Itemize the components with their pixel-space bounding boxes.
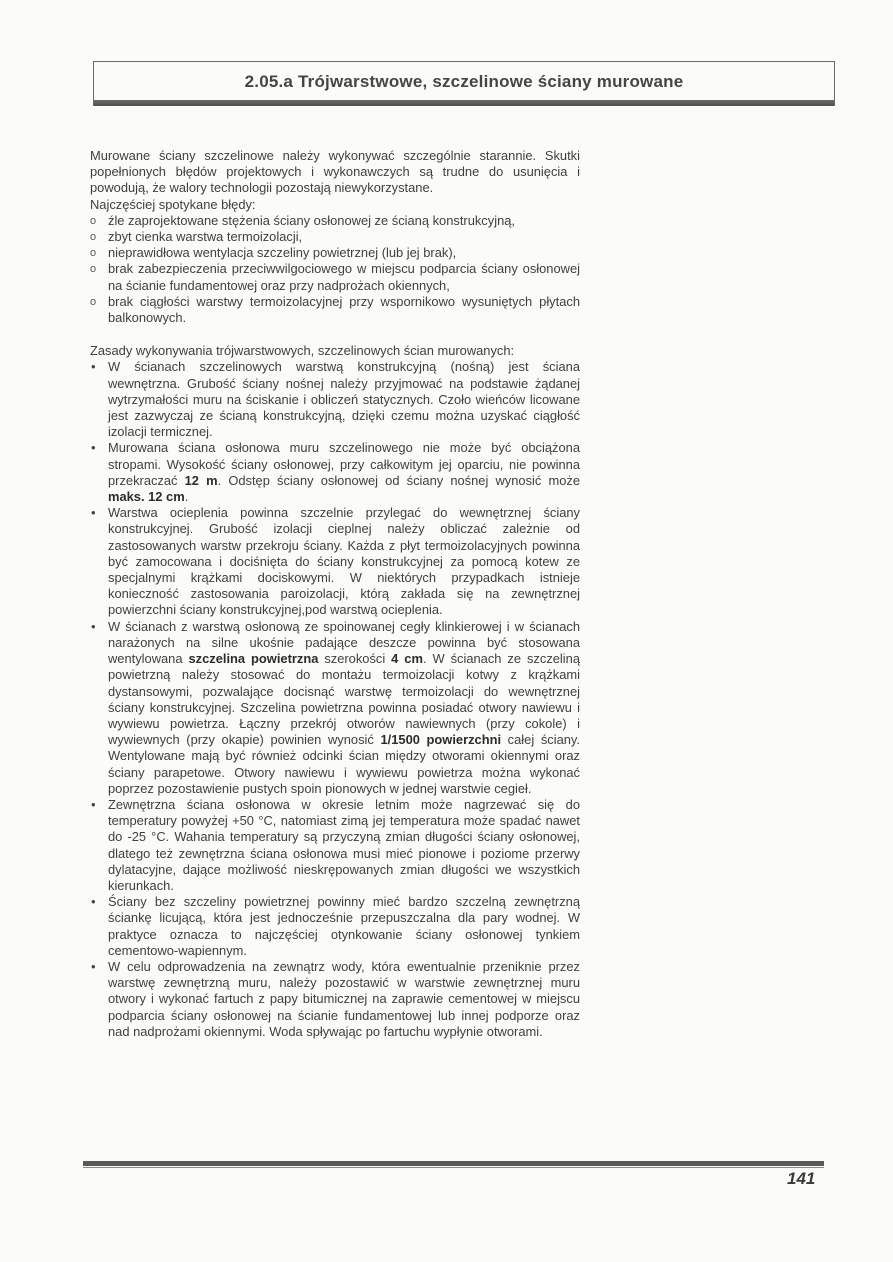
page-number: 141 [787, 1169, 816, 1188]
bullet-circle: o [90, 263, 97, 276]
bullet-circle: o [90, 247, 97, 260]
list-item: o źle zaprojektowane stężenia ściany osłonowej ze ścianą konstrukcyjną, [90, 212, 515, 228]
bullet-dot: • [91, 505, 96, 521]
bullet-dot: • [91, 359, 96, 375]
list-item: • Warstwa ocieplenia powinna szczelnie przylegać do wewnętrznej ściany konstrukcyjnej. Grubość izolacji cieplnej należy obliczać zależnie od zastosowanych warstw przekroju ściany. Każda z płyt termoizolacyjnych powinna być zamocowana i dociśnięta do ściany konstrukcyjnej za pomocą kotew ze specjalnymi krążkami dociskowymi. W niektórych przypadkach istnieje konieczność zastosowania paroizolacji, którą zakłada się na zewnętrznej powierzchni ściany konstrukcyjnej,pod warstwą ocieplenia. [91, 505, 580, 618]
bullet-circle: o [90, 295, 97, 308]
header-rule [93, 100, 835, 106]
rules-list [90, 359, 580, 1040]
bullet-circle: o [90, 214, 97, 227]
errors-list [90, 213, 580, 326]
bullet-dot: • [91, 796, 96, 812]
list-item: o nieprawidłowa wentylacja szczeliny powietrznej (lub jej brak), [90, 245, 457, 261]
bullet-dot: • [91, 440, 96, 456]
bullet-dot: • [91, 958, 96, 974]
bullet-circle: o [90, 231, 97, 244]
intro-paragraph: Murowane ściany szczelinowe należy wykonywać szczególnie starannie. Skutki popełnionych błędów projektowych i wykonawczych są trudne do usunięcia i powodują, że walory technologii pozostają niewykorzystane. [90, 148, 580, 196]
spacer [90, 326, 580, 343]
bullet-dot: • [91, 894, 96, 910]
rules-heading: Zasady wykonywania trójwarstwowych, szczelinowych ścian murowanych: [90, 343, 515, 359]
list-item: o zbyt cienka warstwa termoizolacji, [90, 229, 303, 245]
list-item: o brak ciągłości warstwy termoizolacyjnej przy wspornikowo wysuniętych płytach balkonowych. [90, 293, 580, 326]
bullet-dot: • [91, 618, 96, 634]
list-item: • W ścianach z warstwą osłonową ze spoinowanej cegły klinkierowej i w ścianach narażonych na silne ukośnie padające deszcze powinna być stosowana wentylowana szczelina powietrzna szerokości 4 cm. W ścianach ze szczeliną powietrzną należy stosować do montażu termoizolacji kotwy z krążkami dystansowymi, pozwalające docisnąć warstwę termoizolacji do wewnętrznej ściany konstrukcyjnej. Szczelina powietrzna powinna posiadać otwory nawiewu i wywiewu powietrza. Łączny przekrój otworów nawiewnych (przy cokole) i wywiewnych (przy okapie) powinien wynosić 1/1500 powierzchni całej ściany. Wentylowane mają być również odcinki ścian między otworami okiennymi oraz ściany parapetowe. Otwory nawiewu i wywiewu powietrza można wykonać poprzez pozostawienie pustych spoin pionowych w jednej warstwie cegieł. [91, 618, 580, 796]
errors-heading: Najczęściej spotykane błędy: [90, 196, 256, 212]
main-content [90, 148, 580, 1040]
list-item: o brak zabezpieczenia przeciwwilgociowego w miejscu podparcia ściany osłonowej na ścianie fundamentowej oraz przy nadprożach okiennych, [90, 261, 580, 293]
chapter-header [93, 61, 835, 103]
footer-rule-thin [83, 1167, 824, 1168]
list-item: • Ściany bez szczeliny powietrznej powinny mieć bardzo szczelną zewnętrzną ściankę licującą, która jest jednocześnie przepuszczalna dla pary wodnej. W praktyce oznacza to najczęściej otynkowanie ściany osłonowej tynkiem cementowo-wapiennym. [91, 894, 580, 958]
chapter-title: 2.05.a Trójwarstwowe, szczelinowe ściany murowane [244, 72, 684, 91]
list-item: • W ścianach szczelinowych warstwą konstrukcyjną (nośną) jest ściana wewnętrzna. Grubość ściany nośnej należy przyjmować na podstawie żądanej wytrzymałości muru na ściskanie i obliczeń statycznych. Czoło wieńców licowane jest zazwyczaj ze ścianą konstrukcyjną, dzięki czemu można uzyskać ciągłość izolacji termicznej. [91, 359, 580, 440]
list-item: • Murowana ściana osłonowa muru szczelinowego nie może być obciążona stropami. Wysokość ściany osłonowej, przy całkowitym jej oparciu, nie powinna przekraczać 12 m. Odstęp ściany osłonowej od ściany nośnej wynosić może maks. 12 cm. [91, 440, 580, 505]
list-item: • Zewnętrzna ściana osłonowa w okresie letnim może nagrzewać się do temperatury powyżej +50 °C, natomiast zimą jej temperatura może spadać nawet do -25 °C. Wahania temperatury są przyczyną zmian długości ściany osłonowej, dlatego też zewnętrzna ściana osłonowa musi mieć pionowe i poziome przerwy dylatacyjne, dające możliwość nieskrępowanych zmian długości we wszystkich kierunkach. [91, 796, 580, 893]
footer-rule [83, 1161, 824, 1166]
list-item: • W celu odprowadzenia na zewnątrz wody, która ewentualnie przeniknie przez warstwę zewnętrzną muru, należy pozostawić w warstwie zewnętrznej muru otwory i wykonać fartuch z papy bitumicznej na zaprawie cementowej w miejscu podparcia ściany osłonowej na ścianie fundamentowej lub innej podporze oraz nad nadprożami okiennymi. Woda spływając po fartuchu wypłynie otworami. [91, 958, 580, 1039]
